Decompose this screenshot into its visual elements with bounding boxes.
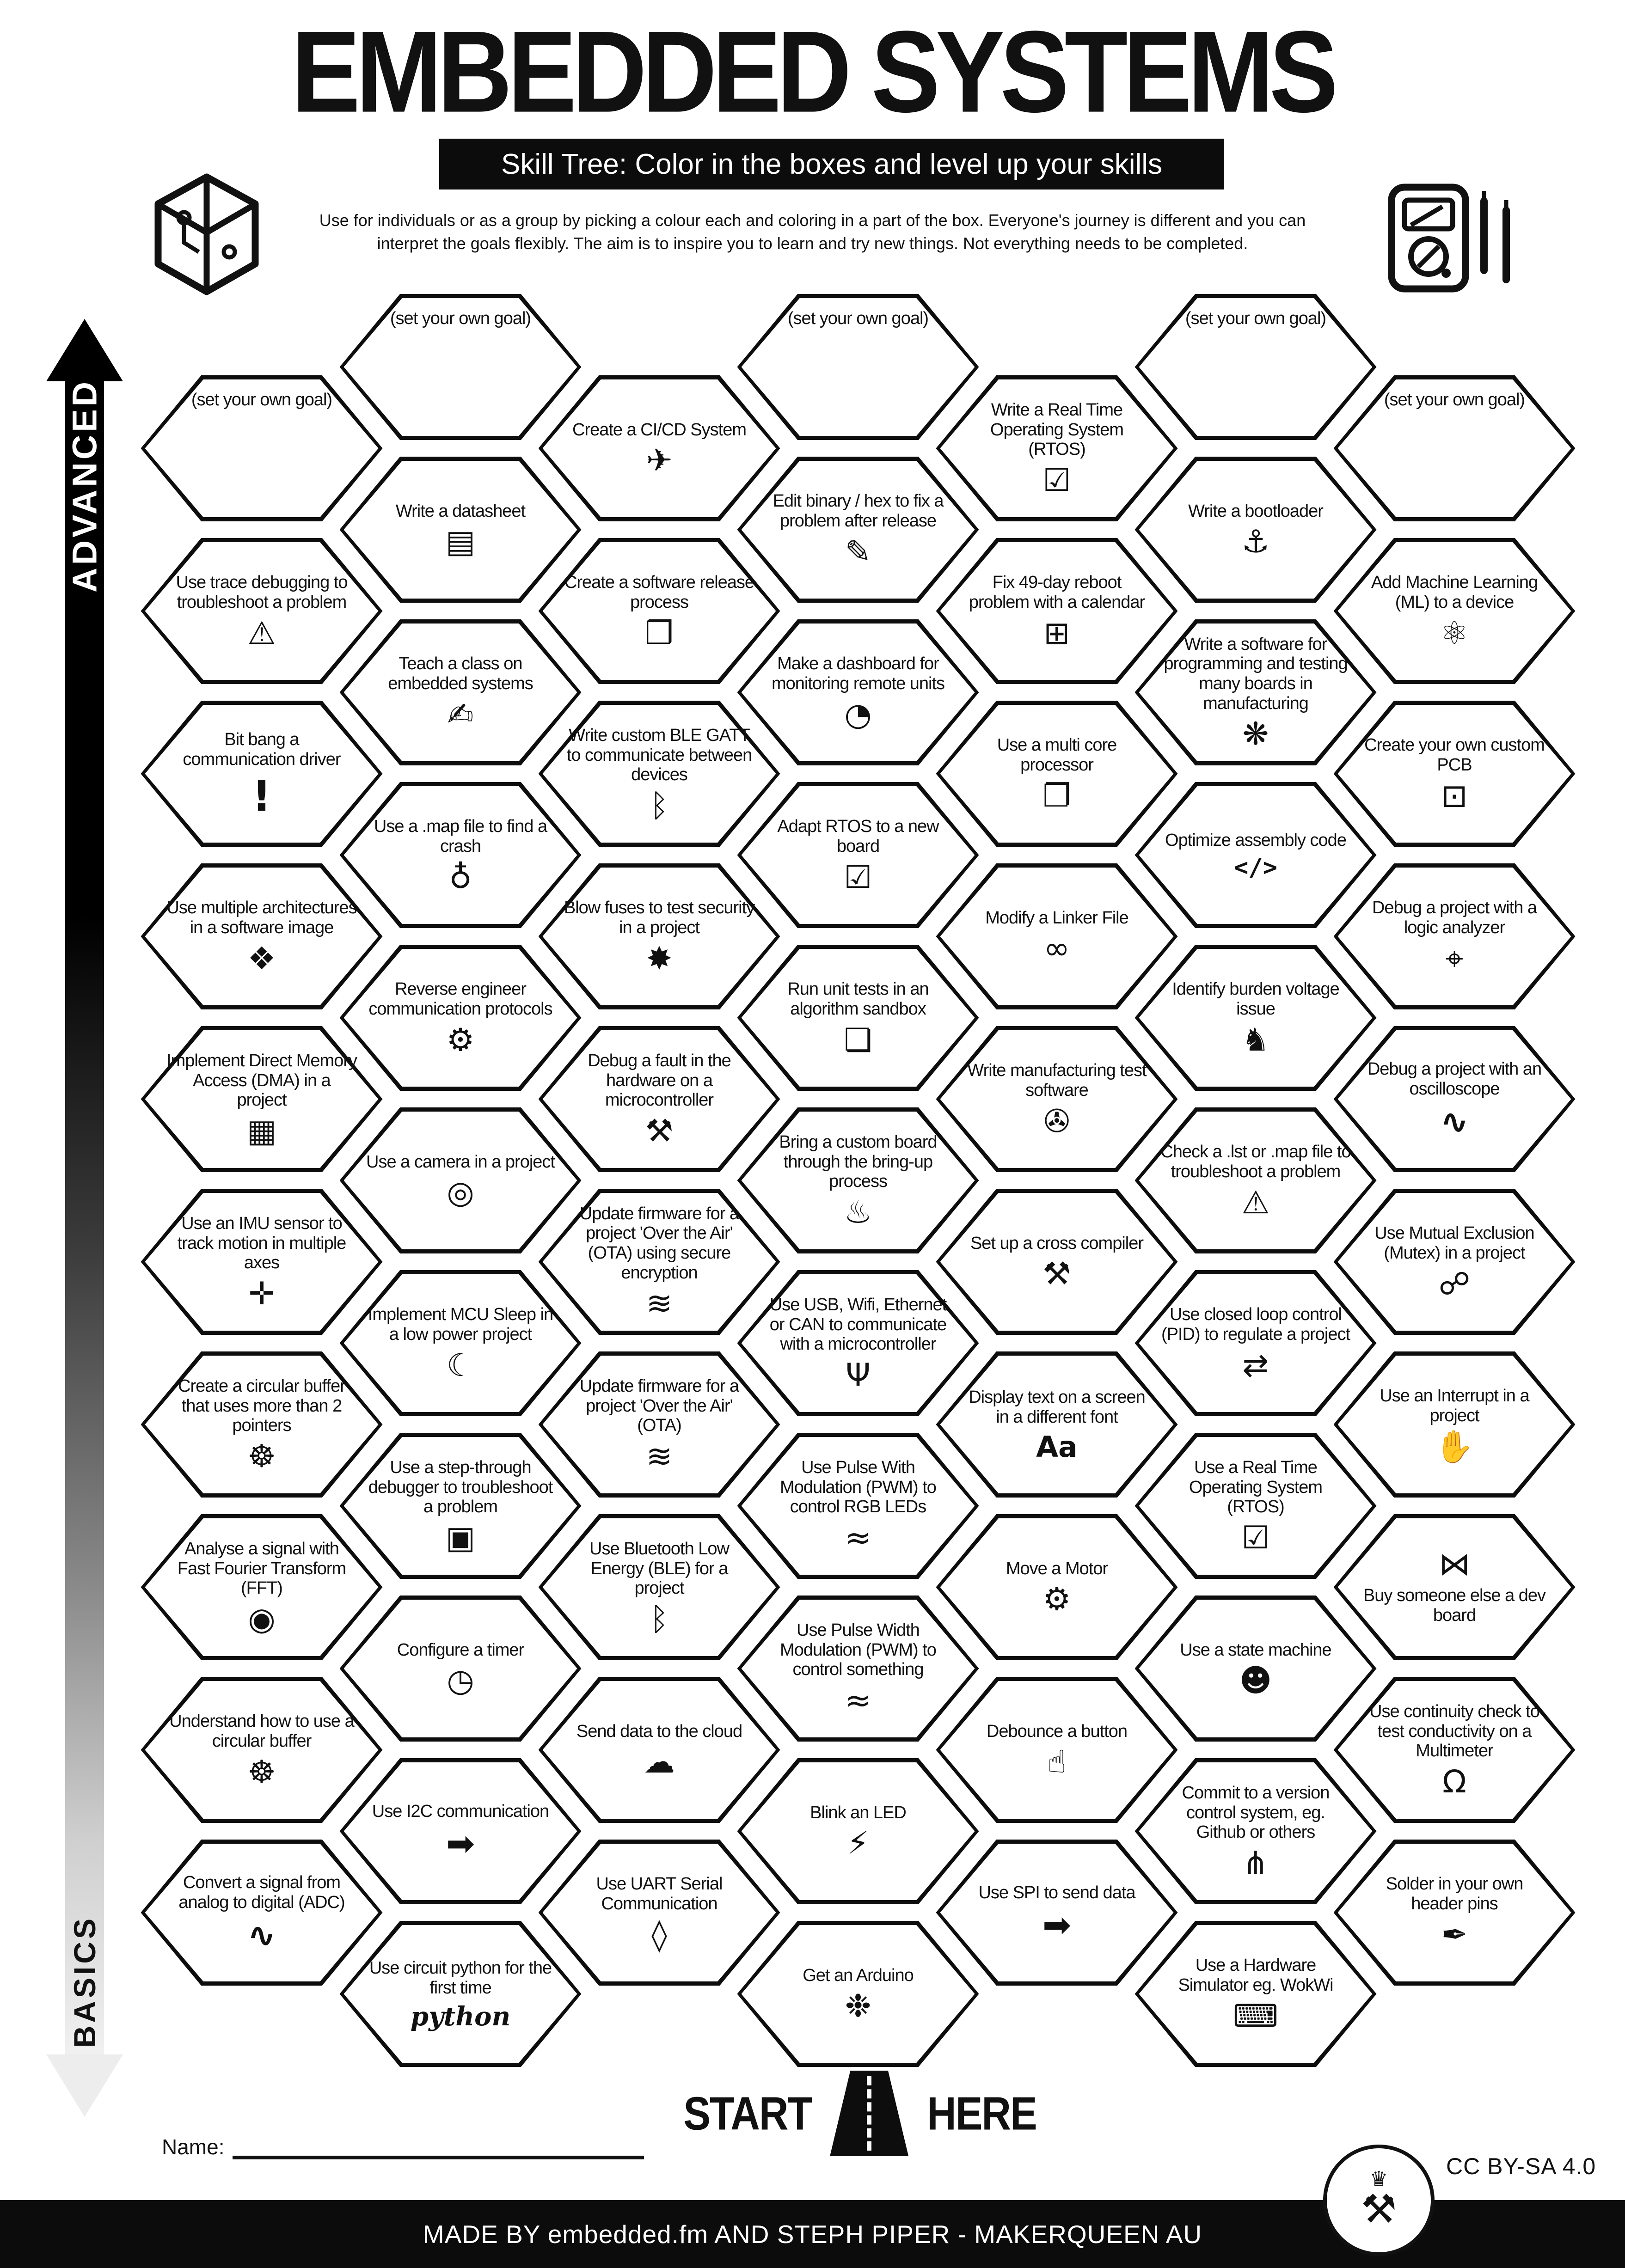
hex-content [1338, 705, 1571, 842]
hex-content [1338, 1844, 1571, 1981]
skill-label: Get an Arduino [803, 1965, 914, 1985]
description-line-2: interpret the goals flexibly. The aim is to inspire you to learn and try new things. Not everything needs to be completed. [377, 234, 1248, 253]
description-line-1: Use for individuals or as a group by picking a colour each and coloring in a part of the box. Everyone's journey is different and you can [319, 211, 1306, 230]
loop-arrows-icon: ⇄ [1242, 1347, 1269, 1384]
hex-content [1338, 1681, 1571, 1818]
name-label: Name: [162, 2135, 225, 2159]
exclamation-icon: ! [252, 771, 271, 821]
skill-label: (set your own goal) [1384, 390, 1525, 410]
logic-analyzer-icon: ⌖ [1445, 940, 1464, 977]
sleep-icon: ☾ [446, 1347, 475, 1384]
pcb-icon: ⊡ [1441, 777, 1468, 814]
code-icon: </> [1234, 854, 1277, 882]
footer-credit: MADE BY embedded.fm AND STEPH PIPER - MAKERQUEEN AU [423, 2219, 1202, 2249]
skill-label: Create your own custom PCB [1364, 735, 1545, 775]
hex-content [1338, 543, 1571, 679]
skill-label: Check a .lst or .map file to troubleshoot a problem [1160, 1142, 1351, 1181]
donkey-icon: ♞ [1241, 1021, 1270, 1058]
skill-label: Use USB, Wifi, Ethernet or CAN to communicate with a microcontroller [769, 1295, 947, 1354]
skill-label: Use Pulse With Modulation (PWM) to control RGB LEDs [780, 1458, 936, 1517]
signal-arrow-icon: ➡ [446, 1824, 475, 1864]
soldering-iron-icon: ✒ [1441, 1916, 1468, 1953]
skill-hex[interactable] [1334, 1677, 1576, 1823]
skill-hex[interactable] [1334, 863, 1576, 1009]
axis-gradient-shaft [65, 378, 104, 2058]
skill-label: Write a Real Time Operating System (RTOS) [990, 400, 1124, 459]
skill-label: Write custom BLE GATT to communicate between devices [566, 726, 752, 785]
hex-content [1338, 1519, 1571, 1656]
skill-label: Update firmware for a project 'Over the Air' (OTA) using secure encryption [579, 1204, 739, 1283]
license-text: CC BY-SA 4.0 [1446, 2153, 1596, 2179]
cloud-icon: ☁ [644, 1744, 675, 1781]
hand-stop-icon: ✋ [1435, 1428, 1474, 1465]
skill-label: Debounce a button [986, 1721, 1128, 1741]
finger-press-icon: ☝ [1047, 1744, 1067, 1781]
skill-label: Teach a class on embedded systems [388, 654, 533, 693]
skill-label: Add Machine Learning (ML) to a device [1371, 573, 1538, 612]
skill-label: Use UART Serial Communication [596, 1874, 723, 1913]
skill-label: Solder in your own header pins [1386, 1874, 1523, 1913]
monitor-check-icon: ☑ [844, 859, 872, 896]
skill-label: Use Mutual Exclusion (Mutex) in a project [1374, 1223, 1534, 1263]
gear-rotation-icon: ⚙ [446, 1021, 475, 1058]
skill-hex[interactable] [1334, 1351, 1576, 1498]
crown-icon: ♛ [1369, 2167, 1388, 2191]
skill-label: Edit binary / hex to fix a problem after release [773, 491, 944, 531]
explosion-icon: ✸ [646, 940, 673, 977]
skill-label: Debug a project with an oscilloscope [1367, 1059, 1542, 1099]
skill-hex[interactable] [1334, 1514, 1576, 1660]
skill-label: Make a dashboard for monitoring remote units [771, 654, 945, 693]
octopus-icon: ❋ [1242, 716, 1269, 753]
skill-label: Send data to the cloud [576, 1721, 742, 1741]
skill-label: Use an Interrupt in a project [1380, 1386, 1529, 1425]
bluetooth-icon: ᛒ [650, 1601, 669, 1638]
monitor-check-icon: ☑ [1241, 1519, 1270, 1556]
skill-label: Use closed loop control (PID) to regulate a project [1161, 1305, 1350, 1344]
birthday-cake-icon: ♨ [844, 1194, 872, 1231]
teacher-icon: ✍ [447, 696, 474, 733]
droplet-icon: ◊ [651, 1916, 667, 1953]
release-box-icon: ❒ [645, 615, 674, 652]
hex-content [1338, 1356, 1571, 1493]
skill-label: Create a CI/CD System [572, 420, 746, 440]
here-label: HERE [927, 2087, 1036, 2140]
datasheet-icon: ▤ [445, 524, 476, 561]
hex-content [1338, 1193, 1571, 1330]
skill-label: Use a multi core processor [997, 735, 1117, 775]
git-branch-icon: ⋔ [1242, 1845, 1269, 1882]
skill-label: Create a software release process [564, 573, 754, 612]
monitor-check-icon: ☑ [1042, 462, 1071, 499]
skill-label: Modify a Linker File [985, 908, 1128, 928]
arrow-down-icon [46, 2054, 123, 2117]
stopwatch-icon: ◷ [447, 1663, 474, 1699]
skill-label: Debug a fault in the hardware on a microcontroller [588, 1051, 731, 1110]
subtitle-text: Skill Tree: Color in the boxes and level up your skills [501, 148, 1163, 180]
skill-label: Configure a timer [397, 1640, 524, 1660]
skill-hex[interactable] [1334, 1026, 1576, 1172]
skill-label: Use trace debugging to troubleshoot a problem [176, 573, 348, 612]
multimeter-logo-icon [1387, 183, 1521, 300]
skill-label: Use an IMU sensor to track motion in multiple axes [177, 1214, 346, 1273]
handshake-icon: ☍ [1438, 1265, 1471, 1302]
skill-label: Set up a cross compiler [970, 1233, 1144, 1253]
skill-label: Fix 49-day reboot problem with a calendar [969, 573, 1145, 612]
skill-label: Use Bluetooth Low Energy (BLE) for a project [589, 1539, 729, 1598]
axis-label-advanced: ADVANCED [65, 379, 104, 593]
signal-arrow-icon: ➡ [1042, 1905, 1071, 1945]
stepper-motor-icon: ⚙ [1042, 1581, 1071, 1618]
skill-label: Use a .map file to find a crash [374, 817, 547, 856]
skill-label: Adapt RTOS to a new board [777, 817, 939, 856]
difficulty-axis [46, 319, 123, 2117]
tools-icon: ⚒ [645, 1113, 674, 1149]
party-popper-icon: ❉ [845, 1988, 871, 2025]
multimeter-icon: Ω [1442, 1763, 1466, 1800]
skill-label: Analyse a signal with Fast Fourier Transform (FFT) [177, 1539, 346, 1598]
skill-label: Use SPI to send data [978, 1883, 1135, 1902]
pcb-cube-logo-icon [153, 173, 261, 298]
makerqueen-logo-icon [1323, 2145, 1435, 2256]
skill-label: Use Pulse Width Modulation (PWM) to control something [780, 1620, 936, 1680]
robot-icon: ☻ [1239, 1663, 1272, 1699]
package-disc-icon: ✇ [1043, 1103, 1070, 1140]
calendar-icon: ⊞ [1043, 615, 1070, 652]
camera-icon: ◎ [447, 1174, 474, 1211]
monitor-warning-icon: ⚠ [247, 615, 276, 652]
skill-label: Write a bootloader [1188, 501, 1323, 521]
cubes-icon: ❐ [1042, 777, 1071, 814]
skill-hex[interactable] [1334, 1189, 1576, 1335]
skill-label: Run unit tests in an algorithm sandbox [787, 979, 929, 1019]
skill-label: Use a state machine [1180, 1640, 1331, 1660]
skill-label: Use circuit python for the first time [369, 1958, 552, 1998]
skill-label: Bring a custom board through the bring-up process [779, 1132, 937, 1192]
memory-chip-icon: ▦ [246, 1113, 277, 1149]
skill-label: Display text on a screen in a different font [969, 1388, 1145, 1427]
skill-hex[interactable] [1334, 538, 1576, 684]
road-icon [830, 2071, 908, 2156]
ml-head-icon: ⚛ [1440, 615, 1469, 652]
skill-hex[interactable] [1334, 701, 1576, 847]
tools-icon: ⚒ [1042, 1256, 1071, 1293]
skill-label: Update firmware for a project 'Over the Air' (OTA) [579, 1376, 739, 1436]
skill-label: Convert a signal from analog to digital (ADC) [178, 1873, 345, 1912]
pencil-icon: ✎ [845, 533, 871, 570]
skill-label: Blink an LED [810, 1803, 906, 1822]
start-label: START [683, 2087, 812, 2140]
circular-buffer-icon: ☸ [247, 1754, 276, 1791]
rocket-launch-icon: ✈ [646, 442, 673, 479]
skill-label: (set your own goal) [1185, 309, 1326, 328]
skill-label: Write a software for programming and testing many boards in manufacturing [1164, 634, 1348, 713]
goal-hex[interactable] [1334, 375, 1576, 521]
gauge-icon: ◔ [844, 696, 872, 733]
skill-label: Create a circular buffer that uses more than 2 pointers [178, 1376, 345, 1436]
page-title: EMBEDDED SYSTEMS [291, 7, 1334, 137]
skill-label: Write a datasheet [395, 501, 526, 521]
skill-label: Debug a project with a logic analyzer [1372, 898, 1537, 937]
skill-label: Use a camera in a project [366, 1152, 555, 1172]
skill-label: Use a Real Time Operating System (RTOS) [1189, 1458, 1323, 1517]
axes-cube-icon: ✛ [248, 1275, 275, 1312]
monitor-bug-icon: ▣ [445, 1519, 476, 1556]
crossed-tools-icon: ⚒ [1361, 2186, 1397, 2232]
skill-label: Optimize assembly code [1165, 830, 1346, 850]
skill-hex[interactable] [1334, 1840, 1576, 1986]
usb-icon: Ψ [846, 1357, 871, 1394]
sandbox-icon: ❏ [844, 1021, 872, 1058]
skill-label: (set your own goal) [787, 309, 929, 328]
wifi-lock-icon: ≋ [646, 1285, 673, 1322]
name-row [162, 2132, 644, 2159]
skill-label: Implement MCU Sleep in a low power project [368, 1305, 553, 1344]
subtitle-bar [439, 139, 1224, 190]
axis-label-basics: BASICS [67, 1915, 102, 2048]
circular-buffer-icon: ☸ [247, 1438, 276, 1475]
hex-content [1338, 868, 1571, 1005]
gift-bow-icon: ⋈ [1439, 1546, 1470, 1583]
skill-label: Use continuity check to test conductivity on a Multimeter [1369, 1702, 1539, 1761]
skill-label: Use multiple architectures in a software image [166, 898, 357, 937]
start-here [629, 2071, 1091, 2156]
pwm-waves-icon: ≈ [845, 1519, 871, 1556]
skill-label: Use a Hardware Simulator eg. WokWi [1178, 1956, 1333, 1995]
wifi-icon: ≋ [646, 1438, 673, 1475]
circuitpython-logo-icon: python [410, 2001, 511, 2032]
skill-label: Use I2C communication [372, 1801, 549, 1821]
font-icon: Aa [1036, 1430, 1078, 1464]
forklift-icon: ⚓ [1241, 524, 1270, 561]
oscilloscope-icon: ∿ [1440, 1101, 1469, 1142]
skill-label: Bit bang a communication driver [183, 730, 341, 769]
skill-label: Implement Direct Memory Access (DMA) in a project [166, 1051, 357, 1110]
led-icon: ⚡ [847, 1825, 869, 1862]
name-input-line[interactable] [233, 2132, 644, 2159]
globe-icon: ♁ [449, 859, 472, 896]
skill-label: Blow fuses to test security in a project [564, 898, 755, 937]
skill-label: (set your own goal) [390, 309, 531, 328]
multi-architecture-icon: ❖ [247, 940, 276, 977]
adc-signal-icon: ∿ [247, 1915, 276, 1955]
skill-label: Reverse engineer communication protocols [368, 979, 552, 1019]
bluetooth-icon: ᛒ [650, 787, 669, 824]
hex-content [1338, 1031, 1571, 1168]
hex-content [1338, 380, 1571, 517]
skill-label: Identify burden voltage issue [1172, 979, 1339, 1019]
skill-label: Use a step-through debugger to troubleshoot a problem [368, 1458, 553, 1517]
skill-label: Commit to a version control system, eg. Github or others [1182, 1783, 1330, 1842]
skill-label: Understand how to use a circular buffer [169, 1712, 354, 1751]
laptop-simulator-icon: ⌨ [1233, 1998, 1279, 2035]
skill-label: Move a Motor [1006, 1559, 1108, 1578]
monitor-warning-icon: ⚠ [1241, 1184, 1270, 1221]
fft-magnifier-icon: ◉ [248, 1601, 276, 1638]
skill-label: Buy someone else a dev board [1363, 1586, 1546, 1625]
chain-link-icon: ∞ [1043, 930, 1070, 967]
skill-label: (set your own goal) [191, 390, 332, 410]
skill-label: Write manufacturing test software [967, 1061, 1147, 1100]
description [281, 209, 1344, 256]
arrow-up-icon [46, 319, 123, 381]
pwm-waves-icon: ≈ [845, 1682, 871, 1719]
